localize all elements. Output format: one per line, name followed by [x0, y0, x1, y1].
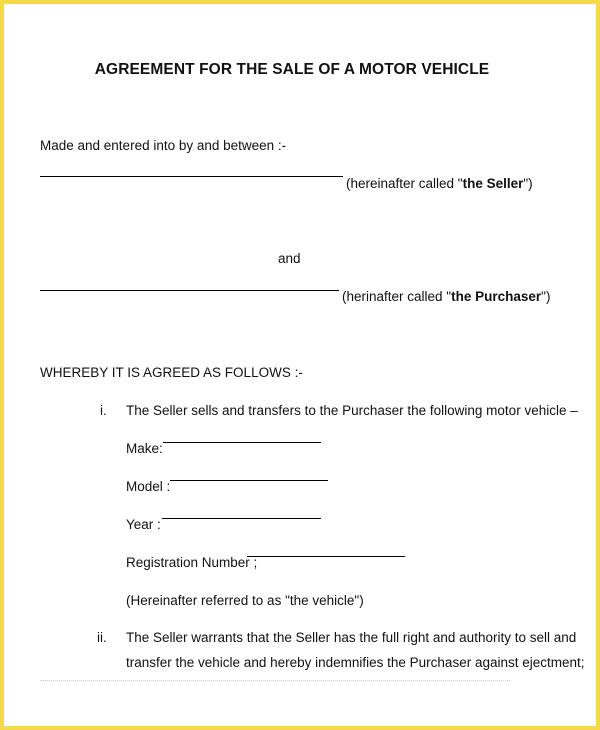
model-field-line[interactable]: [170, 480, 328, 481]
intro-text: Made and entered into by and between :-: [40, 138, 287, 153]
purchaser-label: [342, 289, 550, 304]
document-page: [4, 4, 596, 726]
seller-label-prefix: (hereinafter called ": [346, 176, 463, 191]
clause-1-number: i.: [100, 403, 107, 418]
purchaser-label-prefix: (herinafter called ": [342, 289, 452, 304]
whereby-heading: WHEREBY IT IS AGREED AS FOLLOWS :-: [40, 365, 303, 380]
registration-label: Registration Number ;: [126, 555, 258, 570]
clause-1-text: The Seller sells and transfers to the Purchaser the following motor vehicle –: [126, 403, 578, 418]
seller-label-suffix: "): [523, 176, 533, 191]
clause-2-line-2: transfer the vehicle and hereby indemnifies the Purchaser against ejectment;: [126, 655, 585, 670]
purchaser-label-suffix: "): [541, 289, 551, 304]
clause-2-number: ii.: [97, 630, 107, 645]
registration-field-line[interactable]: [247, 556, 405, 557]
purchaser-name-line[interactable]: [40, 290, 339, 291]
cropped-text-fragment: [40, 680, 510, 689]
document-title: AGREEMENT FOR THE SALE OF A MOTOR VEHICLE: [94, 61, 490, 78]
and-text: and: [278, 251, 301, 266]
make-label: Make:: [126, 441, 163, 456]
seller-label-bold: the Seller: [462, 176, 524, 191]
purchaser-label-bold: the Purchaser: [451, 289, 542, 304]
make-field-line[interactable]: [163, 442, 321, 443]
vehicle-referred-text: (Hereinafter referred to as "the vehicle"): [126, 593, 364, 608]
year-field-line[interactable]: [162, 518, 321, 519]
model-label: Model :: [126, 479, 171, 494]
seller-label: [346, 176, 533, 191]
seller-name-line[interactable]: [40, 176, 343, 177]
clause-2-line-1: The Seller warrants that the Seller has the full right and authority to sell and: [126, 630, 577, 645]
year-label: Year :: [126, 517, 161, 532]
